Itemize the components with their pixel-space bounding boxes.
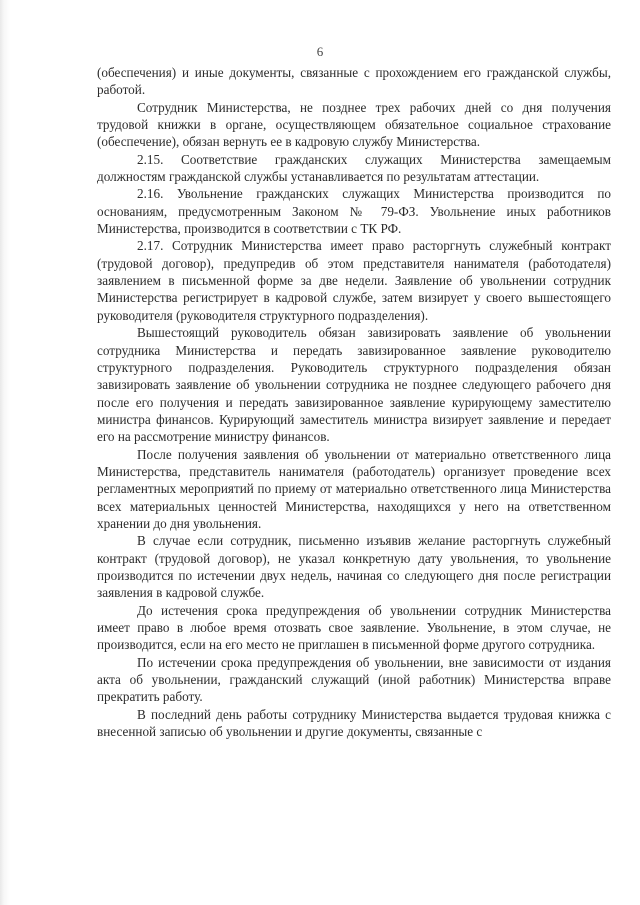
paragraph-2-15: 2.15. Соответствие гражданских служащих Министерства замещаемым должностям гражданской службы устанавливается по результатам аттестации. — [97, 151, 611, 185]
paragraph-return-workbook: Сотрудник Министерства, не позднее трех рабочих дней со дня получения трудовой книжки в органе, осуществляющем обязательное социальное страхование (обеспечение), обязан вернуть ее в кадровую службу Министерства. — [97, 99, 611, 150]
page-number: 6 — [316, 44, 324, 59]
paragraph-stop-work: По истечении срока предупреждения об увольнении, вне зависимости от издания акта об увольнении, гражданский служащий (иной работник) Министерства вправе прекратить работу. — [97, 654, 611, 705]
paragraph-continuation: (обеспечения) и иные документы, связанные с прохождением его гражданской службы, работой. — [97, 65, 611, 98]
scan-edge — [0, 0, 10, 905]
paragraph-2-17: 2.17. Сотрудник Министерства имеет право расторгнуть служебный контракт (трудовой договор), предупредив об этом представителя нанимателя (работодателя) заявлением в письменной форме за две недели. Заявление об увольнении сотрудник Министерства регистрирует в кадровой службе, затем визирует у своего вышестоящего руководителя (руководителя структурного подразделения). — [97, 238, 611, 323]
paragraph-last-day: В последний день работы сотруднику Министерства выдается трудовая книжка с внесенной записью об увольнении и другие документы, связанные с — [97, 706, 611, 740]
paragraph-material-handover: После получения заявления об увольнении от материально ответственного лица Министерства, представитель нанимателя (работодатель) организует проведение всех регламентных мероприятий по приему от материально ответственного лица Министерства всех материальных ценностей Министерства, находящихся у него на ответственном хранении до дня увольнения. — [97, 446, 611, 531]
paragraph-withdrawal: До истечения срока предупреждения об увольнении сотрудник Министерства имеет право в любое время отозвать свое заявление. Увольнение, в этом случае, не производится, если на его место не приглашен в письменной форме другого сотрудника. — [97, 602, 611, 653]
document-body — [97, 64, 611, 740]
paragraph-supervisor-approval: Вышестоящий руководитель обязан завизировать заявление об увольнении сотрудника Министерства и передать завизированное заявление руководителю структурного подразделения. Руководитель структурного подразделения обязан завизировать заявление об увольнении сотрудника не позднее следующего рабочего дня после его получения и передать завизированное заявление курирующему заместителю министра финансов. Курирующий заместитель министра визирует заявление и передает его на рассмотрение министру финансов. — [97, 325, 611, 445]
paragraph-2-16: 2.16. Увольнение гражданских служащих Министерства производится по основаниям, предусмотренным Законом № 79-ФЗ. Увольнение иных работников Министерства, производится в соответствии с ТК РФ. — [97, 186, 611, 237]
paragraph-no-date-case: В случае если сотрудник, письменно изъявив желание расторгнуть служебный контракт (трудовой договор), не указал конкретную дату увольнения, то увольнение производится по истечении двух недель, начиная со следующего дня после регистрации заявления в кадровой службе. — [97, 533, 611, 601]
